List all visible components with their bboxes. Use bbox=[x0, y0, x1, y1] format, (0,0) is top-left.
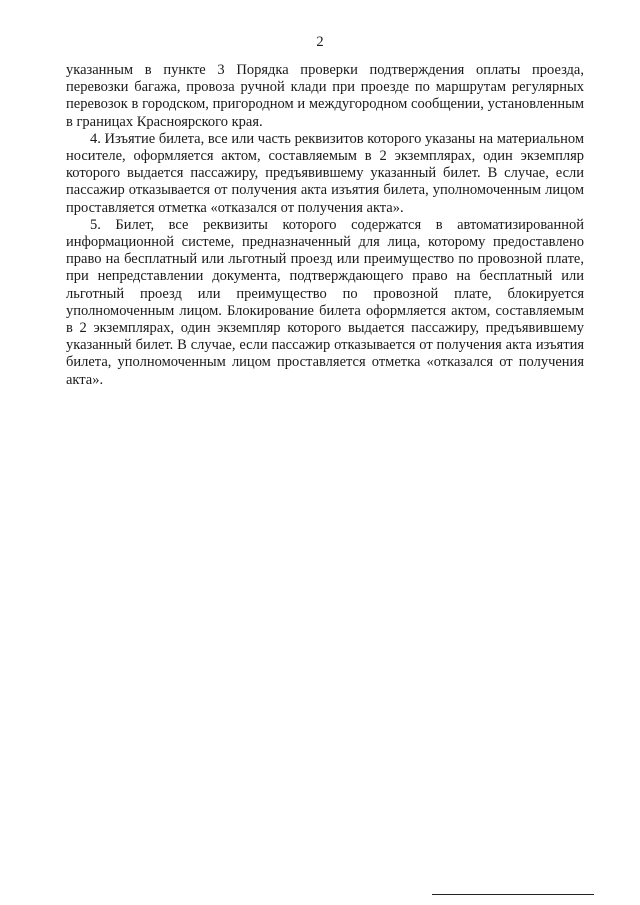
page-number: 2 bbox=[316, 34, 324, 50]
paragraph-continuation: указанным в пункте 3 Порядка проверки подтверждения оплаты проезда, перевозки багажа, провоза ручной клади при проезде по маршрутам регулярных перевозок в городском, пригородном и междугородном сообщении, установленным в границах Красноярского края. bbox=[66, 62, 584, 130]
paragraph-4: 4. Изъятие билета, все или часть реквизитов которого указаны на материальном носителе, оформляется актом, составляемым в 2 экземплярах, один экземпляр которого выдается пассажиру, предъявившему указанный билет. В случае, если пассажир отказывается от получения акта изъятия билета, уполномоченным лицом проставляется отметка «отказался от получения акта». bbox=[66, 130, 584, 216]
document-body bbox=[66, 62, 584, 389]
footer-rule bbox=[432, 894, 594, 895]
paragraph-5: 5. Билет, все реквизиты которого содержатся в автоматизированной информационной системе, предназначенный для лица, которому предоставлено право на бесплатный или льготный проезд или преимущество по провозной плате, при непредставлении документа, подтверждающего право на бесплатный или льготный проезд или преимущество по провозной плате, блокируется уполномоченным лицом. Блокирование билета оформляется актом, составляемым в 2 экземплярах, один экземпляр которого выдается пассажиру, предъявившему указанный билет. В случае, если пассажир отказывается от получения акта изъятия билета, уполномоченным лицом проставляется отметка «отказался от получения акта». bbox=[66, 216, 584, 388]
